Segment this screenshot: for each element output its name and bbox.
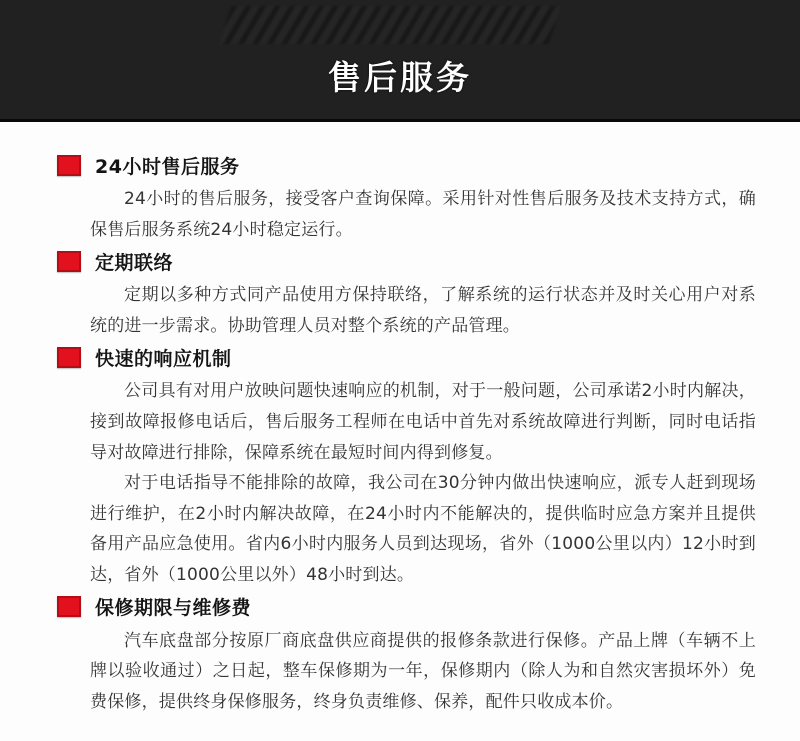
section-paragraph: 公司具有对用户放映问题快速响应的机制，对于一般问题，公司承诺2小时内解决，接到故障报修电话后，售后服务工程师在电话中首先对系统故障进行判断，同时电话指导对故障进行排除，保障系统在最短时间内得到修复。 bbox=[90, 381, 756, 463]
section-regular-contact bbox=[57, 246, 755, 341]
section-body bbox=[57, 376, 755, 590]
red-square-bullet-icon bbox=[57, 251, 81, 272]
section-paragraph: 汽车底盘部分按原厂商底盘供应商提供的报修条款进行保修。产品上牌（车辆不上牌以验收通过）之日起，整车保修期为一年，保修期内（除人为和自然灾害损坏外）免费保修，提供终身保修服务，终身负责维修、保养，配件只收成本价。 bbox=[90, 630, 756, 712]
red-square-bullet-icon bbox=[57, 347, 81, 368]
content-area bbox=[0, 122, 800, 717]
section-body bbox=[57, 626, 755, 718]
red-square-bullet-icon bbox=[57, 155, 81, 176]
section-heading-row bbox=[57, 592, 755, 622]
section-heading-row bbox=[57, 150, 755, 180]
section-paragraph: 定期以多种方式同产品使用方保持联络，了解系统的运行状态并及时关心用户对系统的进一步需求。协助管理人员对整个系统的产品管理。 bbox=[90, 285, 756, 336]
header-watermark bbox=[219, 6, 561, 44]
section-title: 24小时售后服务 bbox=[95, 155, 240, 178]
page-title: 售后服务 bbox=[328, 58, 472, 97]
section-heading-row bbox=[57, 246, 755, 276]
section-title: 定期联络 bbox=[95, 251, 174, 274]
page-header bbox=[0, 0, 800, 122]
section-24h-service bbox=[57, 150, 755, 245]
red-square-bullet-icon bbox=[57, 596, 81, 617]
section-paragraph: 24小时的售后服务，接受客户查询保障。采用针对性售后服务及技术支持方式，确保售后服务系统24小时稳定运行。 bbox=[90, 189, 756, 240]
section-title: 快速的响应机制 bbox=[95, 347, 232, 370]
section-warranty bbox=[57, 592, 755, 718]
section-paragraph: 对于电话指导不能排除的故障，我公司在30分钟内做出快速响应，派专人赶到现场进行维护，在2小时内解决故障，在24小时内不能解决的，提供临时应急方案并且提供备用产品应急使用。省内6小时内服务人员到达现场，省外（1000公里以内）12小时到达，省外（1000公里以外）48小时到达。 bbox=[90, 473, 756, 585]
section-body bbox=[57, 184, 755, 245]
section-rapid-response bbox=[57, 342, 755, 590]
section-heading-row bbox=[57, 342, 755, 372]
section-body bbox=[57, 280, 755, 341]
section-title: 保修期限与维修费 bbox=[95, 597, 252, 620]
